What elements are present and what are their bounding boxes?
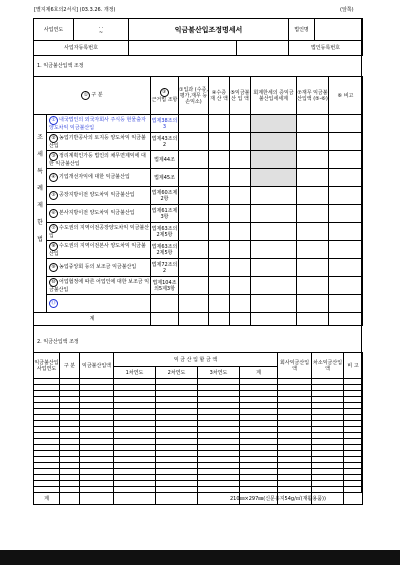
cell[interactable] <box>230 115 251 133</box>
s1-side-label: 조 세 특 례 제 한 법 <box>34 115 47 313</box>
s1-col-final: ⑦재무 익금불산입액 (⑤-⑥) <box>297 77 329 115</box>
s1-col-amount: ①입과 (수증,평가,재무 등 손익소) <box>179 77 209 115</box>
cell[interactable] <box>230 277 251 295</box>
cell[interactable] <box>251 313 297 326</box>
cell[interactable] <box>209 205 230 223</box>
cell[interactable] <box>230 133 251 151</box>
cell[interactable] <box>251 187 297 205</box>
section2-title: 2. 익금산입액 조정 <box>37 339 79 345</box>
s1-row <box>34 241 363 259</box>
cell[interactable] <box>179 241 209 259</box>
cell[interactable] <box>329 115 363 133</box>
s1-row-basis: 법제104조의5제3항 <box>151 277 179 295</box>
cell[interactable] <box>179 133 209 151</box>
cell[interactable] <box>179 259 209 277</box>
cell[interactable] <box>297 151 329 169</box>
cell[interactable] <box>297 169 329 187</box>
cell[interactable] <box>251 277 297 295</box>
cell[interactable] <box>329 133 363 151</box>
divider <box>236 40 237 55</box>
s1-row-type: ② 농업기반공사의 토지등 양도차익 익금불산입 <box>47 133 151 151</box>
s1-row <box>34 259 363 277</box>
s2-col-year: 익금불산입사업연도 <box>34 353 60 379</box>
s2-col-y3: 3차연도 <box>198 367 240 379</box>
s2-col-note: 비 고 <box>344 353 363 379</box>
s1-row-basis: 법제63조의2제5항 <box>151 223 179 241</box>
s1-row <box>34 295 363 313</box>
s1-row <box>34 151 363 169</box>
s2-col-exempt: 익금불산입액 <box>80 353 114 379</box>
s1-col-basis: ③ 근거법 조항 <box>151 77 179 115</box>
biz-reg-no-label: 사업자등록번호 <box>34 41 129 56</box>
cell[interactable] <box>209 259 230 277</box>
cell[interactable] <box>230 151 251 169</box>
cell[interactable] <box>230 187 251 205</box>
s2-total-label: 계 <box>34 493 60 505</box>
page-side: (앞쪽) <box>340 7 354 13</box>
s1-row-basis: 법제61조제3항 <box>151 205 179 223</box>
cell[interactable] <box>179 115 209 133</box>
cell[interactable] <box>251 169 297 187</box>
cell[interactable] <box>80 493 114 505</box>
s1-row-basis: 법제72조의2 <box>151 259 179 277</box>
cell[interactable] <box>251 115 297 133</box>
cell[interactable] <box>329 277 363 295</box>
s1-row <box>34 115 363 133</box>
cell[interactable] <box>230 241 251 259</box>
cell[interactable] <box>297 277 329 295</box>
s1-row-type: ⑨ 농업중앙회 등의 보조금 익금불산입 <box>47 259 151 277</box>
cell[interactable] <box>251 151 297 169</box>
cell[interactable] <box>329 241 363 259</box>
cell[interactable] <box>230 259 251 277</box>
cell[interactable] <box>297 115 329 133</box>
cell[interactable] <box>179 313 209 326</box>
s1-row <box>34 133 363 151</box>
s1-col-type: ① 구 분 <box>34 77 151 115</box>
cell[interactable] <box>209 115 230 133</box>
s1-col-tax: ④수증 재 산 액 <box>209 77 230 115</box>
cell[interactable] <box>329 259 363 277</box>
cell[interactable] <box>297 241 329 259</box>
s1-row <box>34 223 363 241</box>
corp-name-label: 법인명 <box>289 19 315 41</box>
s1-row-type: ⑪ <box>47 295 151 313</box>
cell[interactable] <box>344 493 363 505</box>
s2-col-group: 익 금 산 입 할 금 액 <box>114 353 278 367</box>
s1-row-type: ⑦ 수도권의 지역이전공장양도차익 익금불산입 <box>47 223 151 241</box>
section1-title: 1. 익금불산입액 조정 <box>37 63 84 69</box>
s1-row <box>34 169 363 187</box>
s1-col-note: ⑥ 비고 <box>329 77 363 115</box>
corp-name-field[interactable] <box>315 19 363 41</box>
s1-row <box>34 277 363 295</box>
cell[interactable] <box>151 313 179 326</box>
s1-col-exempt: ⑤익금불 산 입 액 <box>230 77 251 115</box>
cell[interactable] <box>209 241 230 259</box>
cell[interactable] <box>297 205 329 223</box>
cell[interactable] <box>297 223 329 241</box>
cell[interactable] <box>329 169 363 187</box>
s1-col-prior: 회계한세의 증익금불산입세세계 <box>251 77 297 115</box>
cell[interactable] <box>179 169 209 187</box>
cell[interactable] <box>297 133 329 151</box>
s1-total-label: 계 <box>34 313 151 326</box>
cell[interactable] <box>251 241 297 259</box>
cell[interactable] <box>179 205 209 223</box>
cell[interactable] <box>251 223 297 241</box>
cell[interactable] <box>230 205 251 223</box>
cell[interactable] <box>329 295 363 313</box>
cell[interactable] <box>329 223 363 241</box>
s1-row-basis <box>151 295 179 313</box>
cell[interactable] <box>329 205 363 223</box>
cell[interactable] <box>179 151 209 169</box>
s2-col-diff: 차소익금산입액 <box>312 353 344 379</box>
s1-row-type: ⑥ 본사지방이전 양도차익 익금불산입 <box>47 205 151 223</box>
cell[interactable] <box>209 169 230 187</box>
cell[interactable] <box>209 295 230 313</box>
cell[interactable] <box>251 205 297 223</box>
cell[interactable] <box>251 295 297 313</box>
biz-year-range: . . ~ <box>74 19 129 41</box>
cell[interactable] <box>329 151 363 169</box>
paper-spec: 210㎜×297㎜(신문용지54g/㎡(재활용품)) <box>230 496 326 502</box>
cell[interactable] <box>230 295 251 313</box>
s2-col-y2: 2차연도 <box>156 367 198 379</box>
s1-row-basis: 법제38조의3 <box>151 115 179 133</box>
biz-reg-no-field[interactable] <box>129 41 289 56</box>
s1-row-type: ① 내국법인의 외국자회사 주식등 현물출자 양도차익 익금불산입 <box>47 115 151 133</box>
s1-row-type: ⑧ 수도권의 지역이전본사 양도차익 익금불산입 <box>47 241 151 259</box>
corp-reg-no-label: 법인등록번호 <box>289 41 363 56</box>
cell[interactable] <box>209 313 230 326</box>
cell[interactable] <box>230 313 251 326</box>
section2-table <box>33 352 363 505</box>
form-number: [별지제6호의2서식] (03.3.26. 개정) <box>34 7 116 13</box>
s1-row-type: ④ 기업개선자익에 대한 익금불산입 <box>47 169 151 187</box>
cell[interactable] <box>329 187 363 205</box>
cell[interactable] <box>251 259 297 277</box>
cell[interactable] <box>297 313 329 326</box>
cell[interactable] <box>230 223 251 241</box>
cell[interactable] <box>329 313 363 326</box>
s1-row <box>34 205 363 223</box>
cell[interactable] <box>179 187 209 205</box>
cell[interactable] <box>209 277 230 295</box>
cell[interactable] <box>156 493 198 505</box>
cell[interactable] <box>209 133 230 151</box>
s1-row-basis: 법제44조 <box>151 151 179 169</box>
s1-row-type: ③ 정리계획인가등 법인의 채무면제익에 대한 익금불산입 <box>47 151 151 169</box>
cell[interactable] <box>60 493 80 505</box>
s1-row-basis: 법제60조제2항 <box>151 187 179 205</box>
s2-col-type: 구 분 <box>60 353 80 379</box>
cell[interactable] <box>230 169 251 187</box>
biz-year-label: 사업연도 <box>34 19 74 41</box>
cell[interactable] <box>297 295 329 313</box>
corp-reg-no-field[interactable] <box>272 40 362 55</box>
s1-row-basis: 법제63조의2제5항 <box>151 241 179 259</box>
cell[interactable] <box>179 223 209 241</box>
s2-col-sum: 계 <box>240 367 278 379</box>
cell[interactable] <box>209 223 230 241</box>
section1-table <box>33 76 363 326</box>
s1-row-type: ⑤ 공장지방이전 양도차익 익금불산입 <box>47 187 151 205</box>
cell[interactable] <box>297 259 329 277</box>
cell[interactable] <box>251 133 297 151</box>
s1-row-basis: 법제43조의2 <box>151 133 179 151</box>
cell[interactable] <box>179 277 209 295</box>
s2-col-recv: 회사익금산입액 <box>278 353 312 379</box>
s1-row-type: ⑩ 어업협정에 따른 어업인에 대한 보조금 익금불산입 <box>47 277 151 295</box>
form-title: 익금불산입조정명세서 <box>129 19 289 41</box>
cell[interactable] <box>114 493 156 505</box>
cell[interactable] <box>179 295 209 313</box>
s2-col-y1: 1차연도 <box>114 367 156 379</box>
cell[interactable] <box>209 187 230 205</box>
bottom-bar <box>0 550 400 565</box>
cell[interactable] <box>209 151 230 169</box>
s1-row-basis: 법제45조 <box>151 169 179 187</box>
s1-row <box>34 187 363 205</box>
cell[interactable] <box>297 187 329 205</box>
